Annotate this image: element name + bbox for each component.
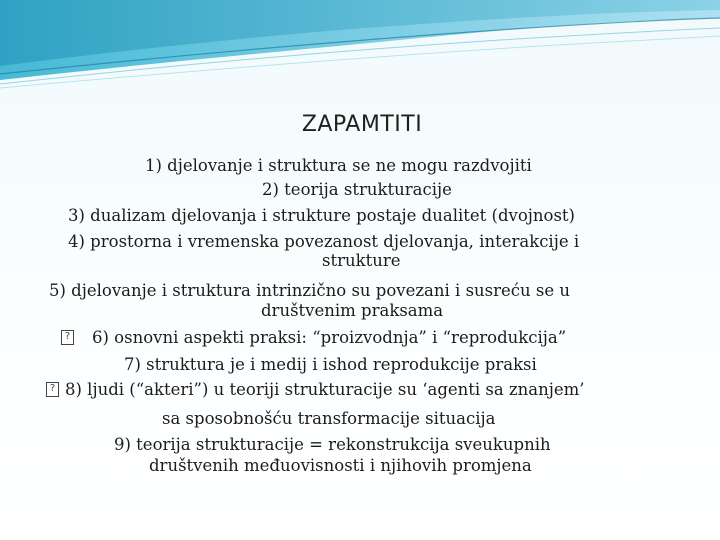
text-line-6: 5) djelovanje i struktura intrinzično su povezani i susreću se u: [49, 281, 570, 300]
text-line-4: 4) prostorna i vremenska povezanost djelovanja, interakcije i: [68, 232, 580, 251]
missing-glyph-box-icon: [61, 330, 74, 345]
text-line-3: 3) dualizam djelovanja i strukture postaje dualitet (dvojnost): [68, 206, 575, 225]
text-line-12: 9) teorija strukturacije = rekonstrukcija sveukupnih: [114, 435, 551, 454]
bullet-line-8: [61, 328, 566, 348]
text-line-10: 8) ljudi (“akteri”) u teoriji strukturacije su ‘agenti sa znanjem’: [65, 380, 585, 399]
text-line-1: 1) djelovanje i struktura se ne mogu razdvojiti: [145, 156, 532, 175]
slide-title: ZAPAMTITI: [301, 112, 423, 137]
text-line-9: 7) struktura je i medij i ishod reprodukcije praksi: [124, 355, 537, 374]
text-line-11: sa sposobnošću transformacije situacija: [162, 409, 496, 428]
text-line-8: 6) osnovni aspekti praksi: “proizvodnja” i “reprodukcija”: [92, 328, 567, 347]
missing-glyph-box-icon: [46, 382, 59, 397]
text-line-5: strukture: [322, 251, 401, 270]
header-wave-decoration: [0, 0, 720, 90]
text-line-2: 2) teorija strukturacije: [262, 180, 452, 199]
text-line-7: društvenim praksama: [261, 301, 444, 320]
text-line-13: društvenih međuovisnosti i njihovih promjena: [149, 456, 532, 475]
bullet-line-10: [46, 380, 585, 400]
